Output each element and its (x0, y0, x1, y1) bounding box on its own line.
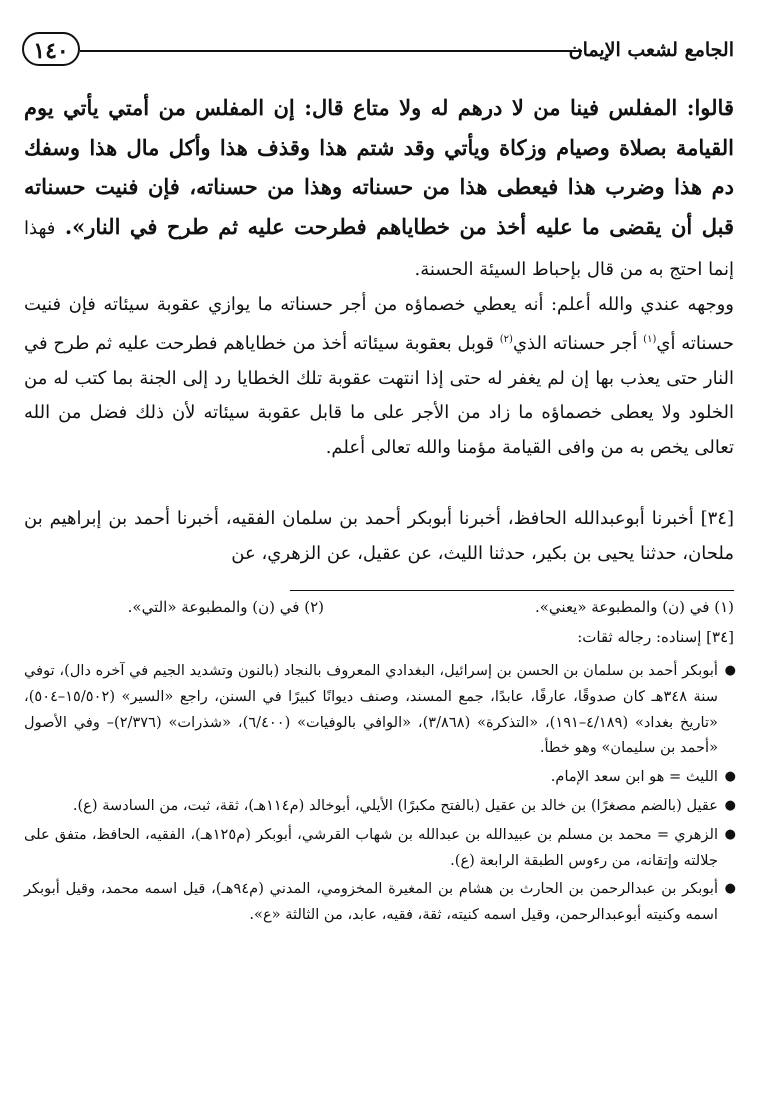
bullet-icon: ● (724, 881, 736, 897)
explanation-part-3: قوبل بعقوبة سيئاته أخذ من خطاياهم فطرحت عليه ثم طرح في النار حتى يعذب بها إن لم يغفر له حتى إذا انتهت عقوبة تلك الخطايا رد إلى الجنة بما كتب له من الخلود ولا يعطى خصماؤه ما زاد من الأجر على ما قابل عقوبة سيئاته لأن ذلك فضل من الله تعالى يخص به من وافى القيامة مؤمنا والله تعالى أعلم. (24, 332, 734, 459)
header-rule (80, 50, 582, 52)
explanation-part-2: أجر حسناته الذي (512, 332, 644, 354)
narrator-text: عقيل (بالضم مصغرًا) بن خالد بن عقيل (بالفتح مكبرًا) الأيلي، أبوخالد (م١١٤هـ)، ثقة، ثبت، من السادسة (ع). (72, 796, 718, 814)
explanation-paragraph (24, 288, 734, 466)
footnote-ref-2[interactable]: (٢) (499, 333, 513, 345)
narrator-text: أبوبكر أحمد بن سلمان بن الحسن بن إسرائيل، البغدادي المعروف بالنجاد (بالنون وتشديد الجيم في آخره دال)، توفي سنة ٣٤٨هـ كان صدوقًا، عارفًا، عابدًا، جمع المسند، وصنف ديوانًا كبيرًا في السنن، راجع «السير» (١٥/٥٠٢–٥٠٤)، «تاريخ بغداد» (٤/١٨٩–١٩١)، «التذكرة» (٣/٨٦٨)، «الوافي بالوفيات» (٦/٤٠٠)، «شذرات» (٢/٣٧٦)– وفي الأصول «أحمد بن سليمان» وهو خطأ. (24, 662, 718, 757)
list-item (24, 658, 736, 761)
footnote-1: (١) في (ن) والمطبوعة «يعني». (534, 598, 734, 616)
explanation-part-1: ووجهه عندي والله أعلم: أنه يعطي خصماؤه من أجر حسناته ما يوازي عقوبة سيئاته فإن فنيت حسناته أي (24, 294, 735, 354)
footnote-2: (٢) في (ن) والمطبوعة «التي». (127, 598, 324, 616)
bullet-icon: ● (724, 663, 736, 678)
footnote-ref-1[interactable]: (١) (643, 333, 657, 345)
narrator-list (24, 658, 736, 931)
hadith-paragraph (24, 88, 734, 290)
hadith-commentary: فهذا إنما احتج به من قال بإحباط السيئة الحسنة. (24, 217, 734, 280)
narrator-text: أبوبكر بن عبدالرحمن بن الحارث بن هشام بن المغيرة المخزومي، المدني (م٩٤هـ)، قيل اسمه محمد، وقيل أبوبكر اسمه وكنيته أبوعبدالرحمن، وقيل اسمه كنيته، ثقة، فقيه، عابد، من الثالثة «ع». (24, 880, 718, 924)
chain-paragraph: [٣٤] أخبرنا أبوعبدالله الحافظ، أخبرنا أبوبكر أحمد بن سلمان الفقيه، أخبرنا أحمد بن إبراهيم بن ملحان، حدثنا يحيى بن بكير، حدثنا الليث، عن عقيل، عن الزهري، عن (24, 508, 734, 564)
list-item (24, 822, 736, 874)
footnotes (24, 598, 734, 624)
page-header (22, 30, 734, 72)
bullet-icon: ● (724, 769, 736, 785)
footnote-rule (290, 590, 734, 591)
list-item (24, 876, 736, 928)
list-item (24, 793, 736, 819)
list-item (24, 764, 736, 790)
book-title: الجامع لشعب الإيمان (568, 39, 734, 61)
bullet-icon: ● (724, 797, 736, 813)
hadith-text: قالوا: المفلس فينا من لا درهم له ولا متاع قال: إن المفلس من أمتي يأتي يوم القيامة بصلاة وصيام وزكاة ويأتي وقد شتم هذا وقذف هذا وأكل مال هذا وسفك دم هذا وضرب هذا فيعطى هذا من حسناته وهذا من حسناته، فإن فنيت حسناته قبل أن يقضى ما عليه أخذ من خطاياهم فطرحت عليه ثم طرح في النار». (24, 95, 734, 239)
isnad-heading: [٣٤] إسناده: رجاله ثقات: (577, 628, 734, 646)
page-number: ١٤٠ (22, 32, 80, 66)
bullet-icon: ● (724, 826, 736, 842)
narrator-text: الليث = هو ابن سعد الإمام. (550, 768, 718, 786)
narrator-text: الزهري = محمد بن مسلم بن عبيدالله بن عبدالله بن شهاب القرشي، أبوبكر (م١٢٥هـ)، الفقيه، الحافظ، متفق على جلالته وإتقانه، من رءوس الطبقة الرابعة (ع). (24, 825, 718, 869)
